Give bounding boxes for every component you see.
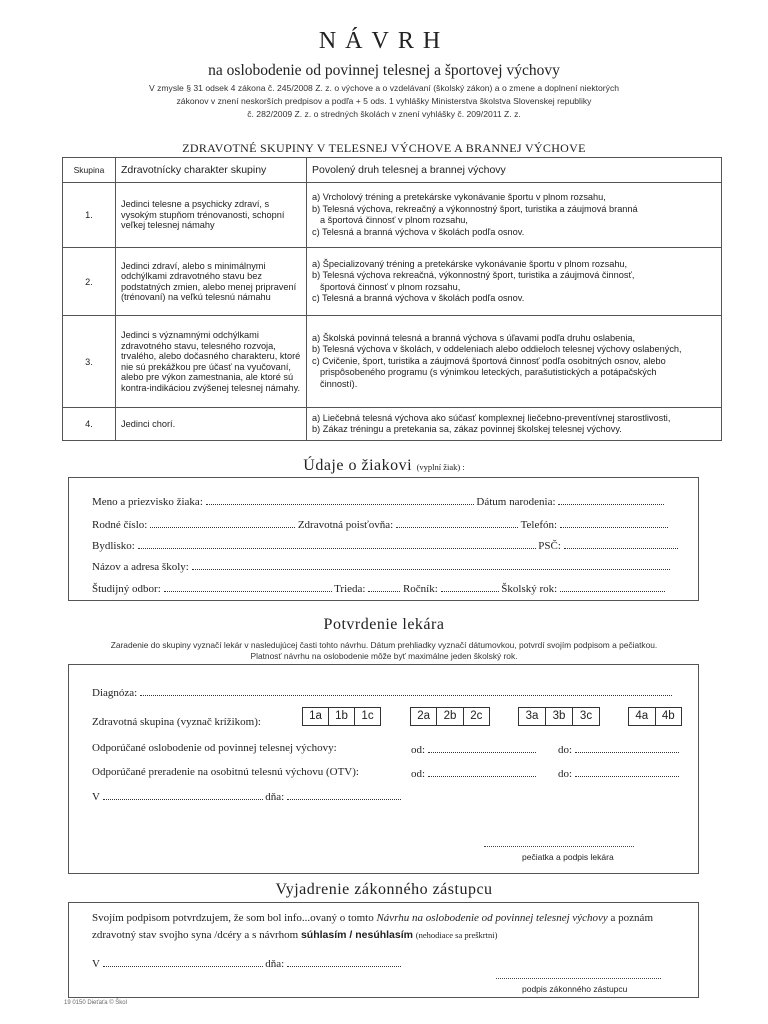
group-checkbox-4b[interactable]: 4b	[661, 710, 675, 722]
transfer-from	[411, 766, 536, 780]
print-code: 19 0150 Dieťaťa © Škol	[64, 1000, 127, 1006]
document-title: NÁVRH	[318, 28, 450, 54]
student-id-row	[92, 517, 668, 531]
year-field[interactable]	[441, 581, 499, 592]
exemption-to-label: do:	[558, 744, 573, 756]
exemption-from	[411, 742, 536, 756]
activity-line: a) Liečebná telesná výchova ako súčasť komplexnej liečebno-preventívnej starostlivosti,	[312, 412, 671, 423]
address-field[interactable]	[138, 538, 536, 549]
table-row	[63, 316, 722, 408]
group-activities	[307, 316, 722, 408]
insurance-field[interactable]	[396, 517, 518, 528]
birth-number-label: Rodné číslo:	[92, 519, 148, 531]
group-checkbox-1c[interactable]: 1c	[361, 710, 374, 722]
study-row	[92, 581, 665, 595]
transfer-to-label: do:	[558, 768, 573, 780]
school-year-label: Školský rok:	[501, 583, 558, 595]
group-character: Jedinci zdraví, alebo s minimálnymi odchýlkami zdravotného stavu bez podstatných zmien, alebo menej pripravení (trénovaní) na veľkú telesnú námahu	[116, 248, 307, 316]
activity-line: c) Telesná a branná výchova v školách podľa osnov.	[312, 293, 525, 303]
doctor-place-label: V	[92, 791, 100, 803]
field-of-study-label: Študijný odbor:	[92, 583, 161, 595]
doctor-note-line-2: Platnosť návrhu na oslobodenie môže byť maximálne jeden školský rok.	[250, 651, 518, 661]
header-character: Zdravotnícky charakter skupiny	[116, 158, 307, 183]
exemption-to	[558, 742, 679, 756]
group-checkbox-3a[interactable]: 3a	[519, 708, 546, 725]
law-reference-line-3: č. 282/2009 Z. z. o stredných školách v znení vyhlášky č. 209/2011 Z. z.	[247, 109, 521, 119]
group-character: Jedinci chorí.	[116, 408, 307, 441]
class-field[interactable]	[368, 581, 400, 592]
table-row	[63, 408, 722, 441]
guardian-place-field[interactable]	[103, 956, 263, 967]
group-checkbox-set-1	[302, 707, 381, 726]
group-character: Jedinci s významnými odchýlkami zdravotného stavu, telesného rozvoja, trvalého, alebo dočasného charakteru, ktoré nie sú prekážkou pre účasť na vyučovaní, alebo pre výkon zamestnania, ale ktoré sú kontra-indikáciou zvýšenej telesnej námahy.	[116, 316, 307, 408]
exemption-from-field[interactable]	[428, 742, 536, 753]
group-checkbox-2a[interactable]: 2a	[411, 708, 437, 725]
exemption-from-label: od:	[411, 744, 426, 756]
address-row	[92, 538, 678, 552]
guardian-text-italic: Návrhu na oslobodenie od povinnej telesnej výchovy	[376, 912, 608, 924]
activity-line: b) Telesná výchova v školách, v oddeleniach alebo oddieloch telesnej výchovy oslabených,	[312, 344, 682, 355]
guardian-section-title: Vyjadrenie zákonného zástupcu	[275, 881, 493, 898]
group-activities	[307, 408, 722, 441]
doctor-place-field[interactable]	[103, 789, 263, 800]
group-checkbox-2c[interactable]: 2c	[470, 710, 483, 722]
consent-choice[interactable]: súhlasím / nesúhlasím	[300, 929, 413, 941]
law-reference-line-1: V zmysle § 31 odsek 4 zákona č. 245/2008 Z. z. o výchove a o vzdelávaní (školský zákon) a o zmene a doplnení niektorých	[148, 83, 620, 93]
field-of-study-field[interactable]	[164, 581, 332, 592]
transfer-to	[558, 766, 679, 780]
insurance-label: Zdravotná poisťovňa:	[297, 519, 394, 531]
exemption-to-field[interactable]	[575, 742, 679, 753]
activity-line: c) Telesná a branná výchova v školách podľa osnov.	[312, 226, 525, 237]
doctor-section-title: Potvrdenie lekára	[323, 616, 445, 633]
header-allowed-activities: Povolený druh telesnej a brannej výchovy	[307, 158, 722, 183]
doctor-signature-label: pečiatka a podpis lekára	[522, 852, 614, 862]
exemption-label: Odporúčané oslobodenie od povinnej telesnej výchovy:	[92, 742, 337, 754]
student-section-title	[0, 457, 768, 475]
group-checkbox-1a[interactable]: 1a	[303, 708, 329, 725]
diagnosis-label: Diagnóza:	[92, 687, 138, 699]
group-checkbox-1b[interactable]: 1b	[329, 708, 355, 725]
diagnosis-field[interactable]	[140, 685, 672, 696]
student-name-field[interactable]	[206, 494, 474, 505]
health-group-label: Zdravotná skupina (vyznač krížikom):	[92, 716, 261, 728]
group-checkbox-set-4	[628, 707, 682, 726]
group-checkbox-2b[interactable]: 2b	[437, 708, 463, 725]
birthdate-field[interactable]	[558, 494, 664, 505]
doctor-signature-line[interactable]	[484, 846, 634, 847]
group-checkbox-3c[interactable]: 3c	[579, 710, 593, 722]
activity-line: b) Telesná výchova rekreačná, výkonnostný šport, turistika a záujmová činnosť,	[312, 270, 635, 280]
student-section-note: (vyplní žiak) :	[416, 462, 465, 472]
student-name-label: Meno a priezvisko žiaka:	[92, 496, 203, 508]
activity-line: prispôsobeného programu (s výnimkou leteckých, parašutistických a potápačských	[320, 367, 657, 378]
phone-label: Telefón:	[520, 519, 558, 531]
health-groups-table	[62, 157, 722, 441]
school-year-field[interactable]	[560, 581, 665, 592]
group-checkbox-4a[interactable]: 4a	[629, 708, 656, 725]
class-label: Trieda:	[334, 583, 366, 595]
group-checkbox-set-3	[518, 707, 600, 726]
group-number: 4.	[63, 408, 116, 441]
guardian-place-label: V	[92, 958, 100, 970]
activity-line: a) Vrcholový tréning a pretekárske vykonávanie športu v plnom rozsahu,	[312, 192, 606, 202]
consent-note: (nehodiace sa preškrtni)	[415, 930, 498, 940]
birthdate-label: Dátum narodenia:	[476, 496, 556, 508]
group-checkbox-set-2	[410, 707, 490, 726]
activity-line: športová činnosť v plnom rozsahu,	[320, 281, 461, 292]
guardian-signature-line[interactable]	[496, 978, 661, 979]
table-header-row	[63, 158, 722, 183]
activity-line: a) Školská povinná telesná a branná výchova s úľavami podľa druhu oslabenia,	[312, 332, 636, 343]
guardian-date-field[interactable]	[287, 956, 401, 967]
group-activities	[307, 248, 722, 316]
guardian-text-part-1: Svojím podpisom potvrdzujem, že som bol info...ovaný o tomto	[92, 912, 374, 924]
activity-line: činností).	[320, 378, 358, 389]
document-subtitle: na oslobodenie od povinnej telesnej a športovej výchovy	[208, 62, 560, 79]
activity-line: b) Telesná výchova, rekreačný a výkonnostný šport, turistika a záujmová branná	[312, 203, 638, 214]
groups-table-title: ZDRAVOTNÉ SKUPINY V TELESNEJ VÝCHOVE A BRANNEJ VÝCHOVE	[182, 141, 586, 155]
school-field[interactable]	[192, 559, 670, 570]
guardian-date-label: dňa:	[265, 958, 285, 970]
zip-label: PSČ:	[538, 540, 561, 552]
school-row	[92, 559, 670, 573]
doctor-date-label: dňa:	[265, 791, 285, 803]
guardian-place-date-row	[92, 956, 401, 970]
transfer-to-field[interactable]	[575, 766, 679, 777]
activity-line: c) Cvičenie, šport, turistika a záujmová športová činnosť podľa osobitných osnov, alebo	[312, 355, 666, 366]
doctor-place-date-row	[92, 789, 401, 803]
student-section-heading: Údaje o žiakovi	[303, 457, 413, 474]
guardian-statement	[92, 910, 688, 944]
activity-line: a) Špecializovaný tréning a pretekárske vykonávanie športu v plnom rozsahu,	[312, 258, 628, 269]
group-number: 2.	[63, 248, 116, 316]
guardian-text-part-2: a poznám zdravotný stav svojho syna /dcéry a s návrhom	[92, 912, 653, 941]
birth-number-field[interactable]	[150, 517, 295, 528]
table-row	[63, 248, 722, 316]
zip-field[interactable]	[564, 538, 678, 549]
law-reference-line-2: zákonov v znení neskorších predpisov a podľa + 5 ods. 1 vyhlášky Ministerstva školstva Slovenskej republiky	[176, 96, 592, 106]
group-activities	[307, 183, 722, 248]
phone-field[interactable]	[560, 517, 668, 528]
table-row	[63, 183, 722, 248]
activity-line: a športová činnosť v plnom rozsahu,	[320, 215, 468, 225]
header-group: Skupina	[63, 158, 116, 183]
year-label: Ročník:	[402, 583, 438, 595]
doctor-note-line-1: Zaradenie do skupiny vyznačí lekár v nasledujúcej časti tohto návrhu. Dátum prehliadky vyznačí dátumovkou, potvrdí svojím podpisom a pečiatkou.	[110, 640, 658, 650]
transfer-from-field[interactable]	[428, 766, 536, 777]
activity-line: b) Zákaz tréningu a pretekania sa, zákaz povinnej školskej telesnej výchovy.	[312, 424, 622, 434]
guardian-signature-label: podpis zákonného zástupcu	[522, 984, 628, 994]
group-checkbox-3b[interactable]: 3b	[546, 708, 573, 725]
group-number: 3.	[63, 316, 116, 408]
student-name-row	[92, 494, 664, 508]
school-label: Názov a adresa školy:	[92, 561, 189, 573]
doctor-date-field[interactable]	[287, 789, 401, 800]
address-label: Bydlisko:	[92, 540, 135, 552]
group-number: 1.	[63, 183, 116, 248]
diagnosis-row	[92, 685, 672, 699]
group-character: Jedinci telesne a psychicky zdraví, s vysokým stupňom trénovanosti, schopní veľkej telesnej námahy	[116, 183, 307, 248]
transfer-label: Odporúčané preradenie na osobitnú telesnú výchovu (OTV):	[92, 766, 359, 778]
transfer-from-label: od:	[411, 768, 426, 780]
